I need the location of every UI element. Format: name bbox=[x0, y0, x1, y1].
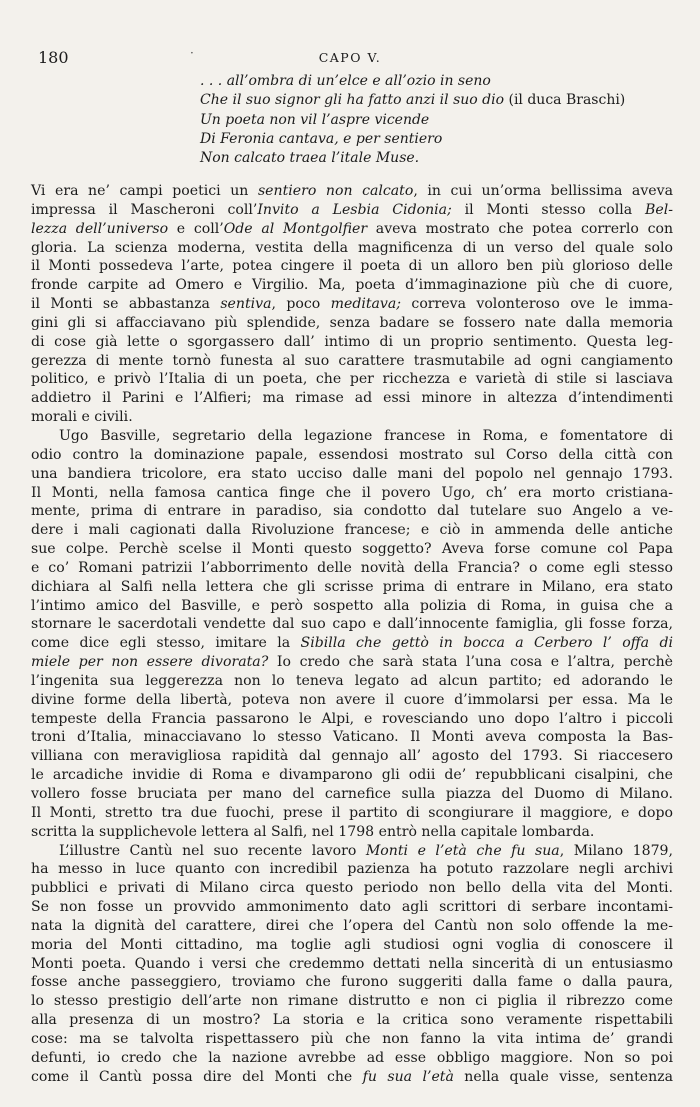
text-run: politico, e privò l’Italia di un poeta, che per ricchezza e varietà di stile si lasciava bbox=[31, 371, 673, 388]
text-run: l’ingenita sua leggerezza non lo teneva legato ad alcun partito; ed adorando le bbox=[31, 672, 673, 689]
text-line bbox=[31, 1068, 673, 1087]
text-line bbox=[31, 484, 673, 503]
text-run: divine forme della libertà, poteva non avere il cuore d’immolarsi per essa. Ma le bbox=[31, 691, 673, 708]
text-run: L’illustre Cantù nel suo recente lavoro bbox=[59, 842, 366, 859]
text-line bbox=[31, 766, 673, 785]
page-number: 180 bbox=[38, 48, 69, 67]
header-dot: · bbox=[190, 46, 194, 60]
text-run: Ugo Basville, segretario della legazione francese in Roma, e fomentatore di bbox=[59, 427, 673, 444]
text-line bbox=[31, 201, 673, 220]
text-line bbox=[31, 634, 673, 653]
text-run: e coll’ bbox=[168, 220, 224, 237]
text-run: Monti poeta. Quando i versi che credemmo dettati nella sincerità di un entusiasmo bbox=[31, 955, 673, 972]
text-run: stornare le sacerdotali vendette dal suo capo e dall’innocente famiglia, gli fosse forza, bbox=[31, 616, 673, 633]
text-run: le arcadiche invidie di Roma e divamparono gli odii de’ repubblicani cisalpini, che bbox=[31, 767, 673, 784]
italic-text: sentiero non calcato bbox=[257, 183, 414, 199]
text-run: dichiara al Salfi nella lettera che gli scrisse prima di entrare in Milano, era stato bbox=[31, 578, 673, 595]
text-run: ha messo in luce quanto con incredibil pazienza ha potuto razzolare negli archivi bbox=[31, 861, 673, 878]
text-run: moria del Monti cittadino, ma toglie agli studiosi ogni voglia di conoscere il bbox=[31, 936, 673, 953]
verse-line bbox=[200, 72, 680, 91]
text-run: pubblici e privati di Milano circa questo periodo non bello della vita del Monti. bbox=[31, 880, 673, 897]
text-run: , poco bbox=[271, 296, 331, 313]
text-line bbox=[31, 691, 673, 710]
text-line bbox=[31, 879, 673, 898]
text-line bbox=[31, 615, 673, 634]
text-line bbox=[31, 333, 673, 352]
italic-text: Ode al Montgolfier bbox=[223, 220, 368, 237]
verse-text: Un poeta non vil l’aspre vicende bbox=[200, 111, 430, 128]
text-run: come dice egli stesso, imitare la bbox=[31, 635, 301, 652]
text-run: mente, prima di entrare in paradiso, sia condotto dal tutelare suo Angelo a ve- bbox=[31, 503, 673, 520]
text-line bbox=[31, 823, 673, 842]
text-run: villiana con meravigliosa rapidità dal gennajo all’ agosto del 1793. Si riaccesero bbox=[31, 748, 673, 765]
text-run: il Monti se abbastanza bbox=[31, 296, 221, 313]
text-run: odio contro la dominazione papale, essendosi mostrato sul Corso della città con bbox=[31, 446, 673, 463]
text-line bbox=[31, 540, 673, 559]
text-line bbox=[31, 710, 673, 729]
text-run: nella quale visse, sentenza bbox=[453, 1068, 673, 1085]
italic-text: lezza dell’universo bbox=[31, 220, 169, 237]
text-line bbox=[31, 389, 673, 408]
text-run: sue colpe. Perchè scelse il Monti questo soggetto? Aveva forse comune col Papa bbox=[31, 541, 673, 558]
italic-text: meditava; bbox=[330, 296, 402, 313]
text-line bbox=[31, 257, 673, 276]
text-line bbox=[31, 898, 673, 917]
text-run: aveva mostrato che potea correrlo con bbox=[367, 220, 674, 237]
text-line bbox=[31, 220, 673, 239]
verse-text: Non calcato traea l’itale Muse. bbox=[200, 150, 420, 167]
text-line bbox=[31, 992, 673, 1011]
text-run: come il Cantù possa dire del Monti che bbox=[31, 1068, 363, 1085]
text-run: addietro il Parini e l’Alfieri; ma rimase ad essi minore in altezza d’intendimenti bbox=[31, 390, 673, 407]
text-run: di cose già lette o sgorgassero dall’ intimo di un proprio sentimento. Questa leg- bbox=[31, 333, 673, 350]
text-run: tempeste della Francia passarono le Alpi, e rovesciando uno dopo l’altro i piccoli bbox=[31, 710, 673, 727]
verse-text: Di Feronia cantava, e per sentiero bbox=[200, 130, 443, 147]
text-run: il Monti possedeva l’arte, potea cingere il poeta di un alloro ben più glorioso delle bbox=[31, 258, 673, 275]
text-line bbox=[31, 314, 673, 333]
text-run: alla presenza di un mostro? La storia e la critica sono veramente rispettabili bbox=[31, 1012, 673, 1029]
text-run: gini gli si affacciavano più splendide, senza badare se fossero nate dalla memoria bbox=[31, 314, 673, 331]
text-run: , in cui un’orma bellissima aveva bbox=[413, 183, 673, 199]
text-line bbox=[31, 936, 673, 955]
text-run: Io credo che sarà stata l’una cosa e l’altra, perchè bbox=[268, 654, 673, 671]
text-run: cose: ma se talvolta rispettassero più che non fanno la vita intima de’ grandi bbox=[31, 1030, 673, 1047]
text-line bbox=[31, 559, 673, 578]
text-line bbox=[31, 747, 673, 766]
text-line bbox=[31, 295, 673, 314]
text-run: Il Monti, nella famosa cantica finge che il povero Ugo, ch’ era morto cristiana- bbox=[31, 484, 673, 501]
verse-line bbox=[200, 111, 680, 130]
text-line bbox=[31, 917, 673, 936]
text-line bbox=[31, 842, 673, 861]
text-line bbox=[31, 653, 673, 672]
italic-text: Bel- bbox=[645, 201, 673, 218]
text-line bbox=[31, 860, 673, 879]
text-run: nata la dignità del carattere, direi che l’opera del Cantù non solo offende la me- bbox=[31, 917, 673, 934]
text-run: vollero fosse bruciata per mano del carnefice sulla piazza del Duomo di Milano. bbox=[31, 786, 673, 802]
text-line bbox=[31, 465, 673, 484]
text-line bbox=[31, 578, 673, 597]
verse-line bbox=[200, 91, 680, 110]
text-run: lo stesso prestigio dell’arte non rimane distrutto e non ci piglia il ribrezzo come bbox=[31, 993, 673, 1010]
verse-line bbox=[200, 149, 680, 168]
text-line bbox=[31, 521, 673, 540]
text-line bbox=[31, 1011, 673, 1030]
text-line bbox=[31, 182, 673, 201]
verse-quotation bbox=[200, 72, 680, 168]
italic-text: sentiva bbox=[220, 296, 272, 313]
text-line bbox=[31, 446, 673, 465]
text-line bbox=[31, 239, 673, 258]
text-run: gerezza di mente tornò funesta al suo carattere trasmutabile ad ogni cangiamento bbox=[31, 352, 673, 369]
text-line bbox=[31, 352, 673, 371]
text-run: Se non fosse un provvido ammonimento dato agli scrittori di serbare incontami- bbox=[31, 899, 673, 916]
text-run: fosse anche passeggiero, troviamo che furono suggeriti dalla fame o dalla paura, bbox=[31, 974, 673, 991]
text-line bbox=[31, 597, 673, 616]
text-run: Il Monti, stretto tra due fuochi, prese il partito di scongiurare il maggiore, e dopo bbox=[31, 804, 673, 821]
text-run: il Monti stesso colla bbox=[451, 201, 646, 218]
text-run: gloria. La scienza moderna, vestita della magnificenza di un verso del quale solo bbox=[31, 239, 673, 256]
text-run: defunti, io credo che la nazione avrebbe ad esse obbligo maggiore. Non so poi bbox=[31, 1049, 673, 1066]
text-run: Vi era ne’ campi poetici un bbox=[31, 183, 258, 199]
text-run: impressa il Mascheroni coll’ bbox=[31, 201, 258, 218]
text-line bbox=[31, 672, 673, 691]
italic-text: miele per non essere divorata? bbox=[31, 654, 269, 671]
text-run: dere i mali cagionati dalla Rivoluzione francese; e ciò in ammenda delle antiche bbox=[31, 522, 673, 539]
italic-text: Monti e l’età che fu sua bbox=[365, 842, 560, 859]
text-line bbox=[31, 276, 673, 295]
text-line bbox=[31, 502, 673, 521]
text-line bbox=[31, 804, 673, 823]
verse-text: . . . all’ombra di un’elce e all’ozio in seno bbox=[200, 73, 491, 89]
text-line bbox=[31, 973, 673, 992]
text-run: scritta la supplichevole lettera al Salfi, nel 1798 entrò nella capitale lombarda. bbox=[31, 823, 595, 840]
text-line bbox=[31, 1049, 673, 1068]
verse-note: (il duca Braschi) bbox=[504, 92, 626, 109]
text-line bbox=[31, 785, 673, 804]
text-run: morali e civili. bbox=[31, 409, 133, 426]
text-run: fronde carpite ad Omero e Virgilio. Ma, poeta d’immaginazione più che di cuore, bbox=[31, 277, 673, 294]
text-run: correva volonteroso ove le imma- bbox=[401, 296, 673, 313]
text-run: , Milano 1879, bbox=[559, 842, 674, 859]
body-text bbox=[31, 182, 673, 1087]
italic-text: Sibilla che gettò in bocca a Cerbero l’ offa di bbox=[300, 635, 673, 652]
running-header bbox=[38, 44, 662, 66]
text-run: troni d’Italia, minacciavano lo stesso Vaticano. Il Monti aveva composta la Bas- bbox=[31, 729, 673, 746]
text-line bbox=[31, 728, 673, 747]
chapter-title: CAPO V. bbox=[318, 50, 382, 65]
text-run: l’intimo amico del Basville, e però sospetto alla polizia di Roma, in guisa che a bbox=[31, 597, 673, 614]
text-line bbox=[31, 1030, 673, 1049]
italic-text: fu sua l’età bbox=[362, 1068, 454, 1085]
verse-line bbox=[200, 130, 680, 149]
text-run: una bandiera tricolore, era stato ucciso dalle mani del popolo nel gennajo 1793. bbox=[31, 465, 673, 482]
text-line bbox=[31, 427, 673, 446]
text-line bbox=[31, 370, 673, 389]
verse-text: Che il suo signor gli ha fatto anzi il suo dio bbox=[200, 92, 505, 109]
text-run: e co’ Romani patrizii l’abborrimento delle novità della Francia? o come egli stesso bbox=[31, 559, 673, 576]
text-line bbox=[31, 408, 673, 427]
text-line bbox=[31, 955, 673, 974]
italic-text: Invito a Lesbia Cidonia; bbox=[257, 201, 452, 218]
